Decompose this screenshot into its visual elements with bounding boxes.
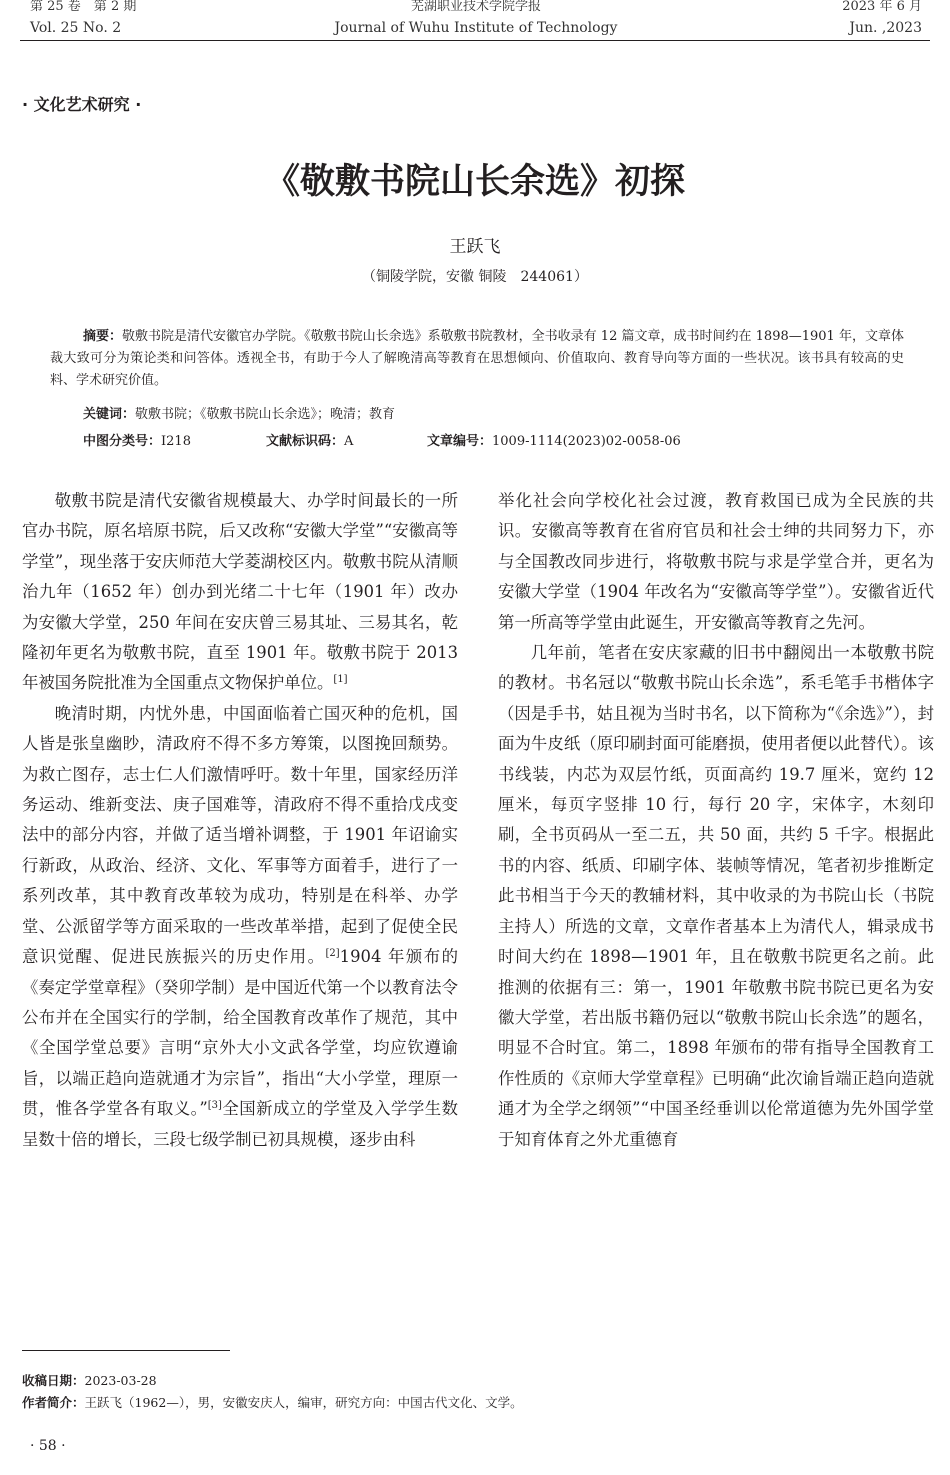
page-number: · 58 ·: [30, 1438, 66, 1454]
keywords: [83, 404, 395, 426]
body-column-left: [22, 486, 458, 1155]
keywords-label: 关键词：: [83, 407, 136, 422]
document-code: [266, 431, 353, 453]
clc-number: [83, 431, 191, 453]
header-date-en: Jun. ,2023: [849, 20, 922, 36]
body-paragraph: 敬敷书院是清代安徽省规模最大、办学时间最长的一所官办书院，原名培原书院，后又改称“安徽大学堂”“安徽高等学堂”，现坐落于安庆师范大学菱湖校区内。敬敷书院从清顺治九年（1652 年）创办到光绪二十七年（1901 年）改办为安徽大学堂，250 年间在安庆曾三易其址、三易其名，乾隆初年更名为敬敷书院，直至 1901 年。敬敷书院于 2013 年被国务院批准为全国重点文物保护单位。[1]: [22, 491, 458, 693]
header-volume-en: Vol. 25 No. 2: [30, 20, 122, 36]
keywords-text: 敬敷书院；《敬敷书院山长余选》；晚清；教育: [135, 407, 396, 422]
received-value: 2023-03-28: [84, 1373, 157, 1388]
abstract: [50, 326, 904, 392]
clc-label: 中图分类号：: [83, 434, 162, 449]
body-paragraph: 晚清时期，内忧外患，中国面临着亡国灭种的危机，国人皆是张皇幽眇，清政府不得不多方筹策，以图挽回颓势。为救亡图存，志士仁人们激情呼吁。数十年里，国家经历洋务运动、维新变法、庚子国难等，清政府不得不重拾戊戌变法中的部分内容，并做了适当增补调整，于 1901 年诏谕实行新政，从政治、经济、文化、军事等方面着手，进行了一系列改革，其中教育改革较为成功，特别是在科举、办学堂、公派留学等方面采取的一些改革举措，起到了促使全民意识觉醒、促进民族振兴的历史作用。[2]1904 年颁布的《奏定学堂章程》（癸卯学制）是中国近代第一个以教育法令公布并在全国实行的学制，给全国教育改革作了规范，其中《全国学堂总要》言明“京外大小文武各学堂，均应钦遵谕旨，以端正趋向造就通才为宗旨”，指出“大小学堂，理原一贯，惟各学堂各有取义。”[3]全国新成立的学堂及入学学生数呈数十倍的增长，三段七级学制已初具规模，逐步由科: [22, 703, 458, 1149]
header-rule: [20, 40, 930, 41]
running-header-top: [30, 0, 922, 18]
doc-code-label: 文献标识码：: [266, 434, 345, 449]
clc-value: I218: [161, 434, 191, 449]
bio-value: 王跃飞（1962—），男，安徽安庆人，编审，研究方向：中国古代文化、文学。: [84, 1395, 523, 1410]
received-label: 收稿日期：: [22, 1373, 85, 1388]
article-number: [427, 431, 681, 453]
doc-code-value: A: [344, 434, 354, 449]
footnote-rule: [22, 1350, 230, 1351]
citation: [1]: [333, 674, 348, 686]
abstract-label: 摘要：: [83, 329, 123, 344]
body-paragraph: 几年前，笔者在安庆家藏的旧书中翻阅出一本敬敷书院的教材。书名冠以“敬敷书院山长余选”，系毛笔手书楷体字（因是手书，姑且视为当时书名，以下简称为“《余选》”），封面为牛皮纸（原印刷封面可能磨损，使用者便以此替代）。该书线装，内芯为双层竹纸，页面高约 19.7 厘米，宽约 12 厘米，每页字竖排 10 行，每行 20 字，宋体字，木刻印刷，全书页码从一至二五，共 50 面，共约 5 千字。根据此书的内容、纸质、印刷字体、装帧等情况，笔者初步推断定此书相当于今天的教辅材料，其中收录的为书院山长（书院主持人）所选的文章，文章作者基本上为清代人，辑录成书时间大约在 1898—1901 年，且在敬敷书院更名之前。此推测的依据有三：第一，1901 年敬敷书院书院已更名为安徽大学堂，若出版书籍仍冠以“敬敷书院山长余选”的题名，明显不合时宜。第二，1898 年颁布的带有指导全国教育工作性质的《京师大学堂章程》已明确“此次谕旨端正趋向造就通才为全学之纲领”“中国圣经垂训以伦常道德为先外国学堂于知育体育之外尤重德育: [498, 643, 934, 1149]
bio-label: 作者简介：: [22, 1395, 85, 1410]
received-date: [22, 1372, 157, 1390]
citation: [3]: [207, 1100, 222, 1112]
body-paragraph: 举化社会向学校化社会过渡，教育救国已成为全民族的共识。安徽高等教育在省府官员和社会士绅的共同努力下，亦与全国教改同步进行，将敬敷书院与求是学堂合并，更名为安徽大学堂（1904 年改名为“安徽高等学堂”）。安徽省近代第一所高等学堂由此诞生，开安徽高等教育之先河。: [498, 491, 934, 632]
header-volume-cn: 第 25 卷 第 2 期: [30, 0, 137, 14]
article-number-label: 文章编号：: [427, 434, 493, 449]
author-name: 王跃飞: [449, 237, 501, 257]
citation: [2]: [325, 948, 340, 960]
article-title: 《敬敷书院山长余选》初探: [264, 162, 685, 202]
header-journal-cn: 芜湖职业技术学院学报: [410, 0, 541, 14]
section-label: · 文化艺术研究 ·: [22, 95, 142, 114]
author-bio: [22, 1394, 523, 1412]
author-affiliation: （铜陵学院，安徽 铜陵 244061）: [362, 269, 588, 285]
header-date-cn: 2023 年 6 月: [842, 0, 922, 14]
body-column-right: [498, 486, 934, 1155]
article-number-value: 1009-1114(2023)02-0058-06: [492, 434, 681, 449]
abstract-text: 敬敷书院是清代安徽官办学院。《敬敷书院山长余选》系敬敷书院教材，全书收录有 12 篇文章，成书时间约在 1898—1901 年，文章体裁大致可分为策论类和问答体。透视全书，有助于今人了解晚清高等教育在思想倾向、价值取向、教育导向等方面的一些状况。该书具有较高的史料、学术研究价值。: [50, 329, 904, 388]
header-journal-en: Journal of Wuhu Institute of Technology: [334, 20, 618, 36]
